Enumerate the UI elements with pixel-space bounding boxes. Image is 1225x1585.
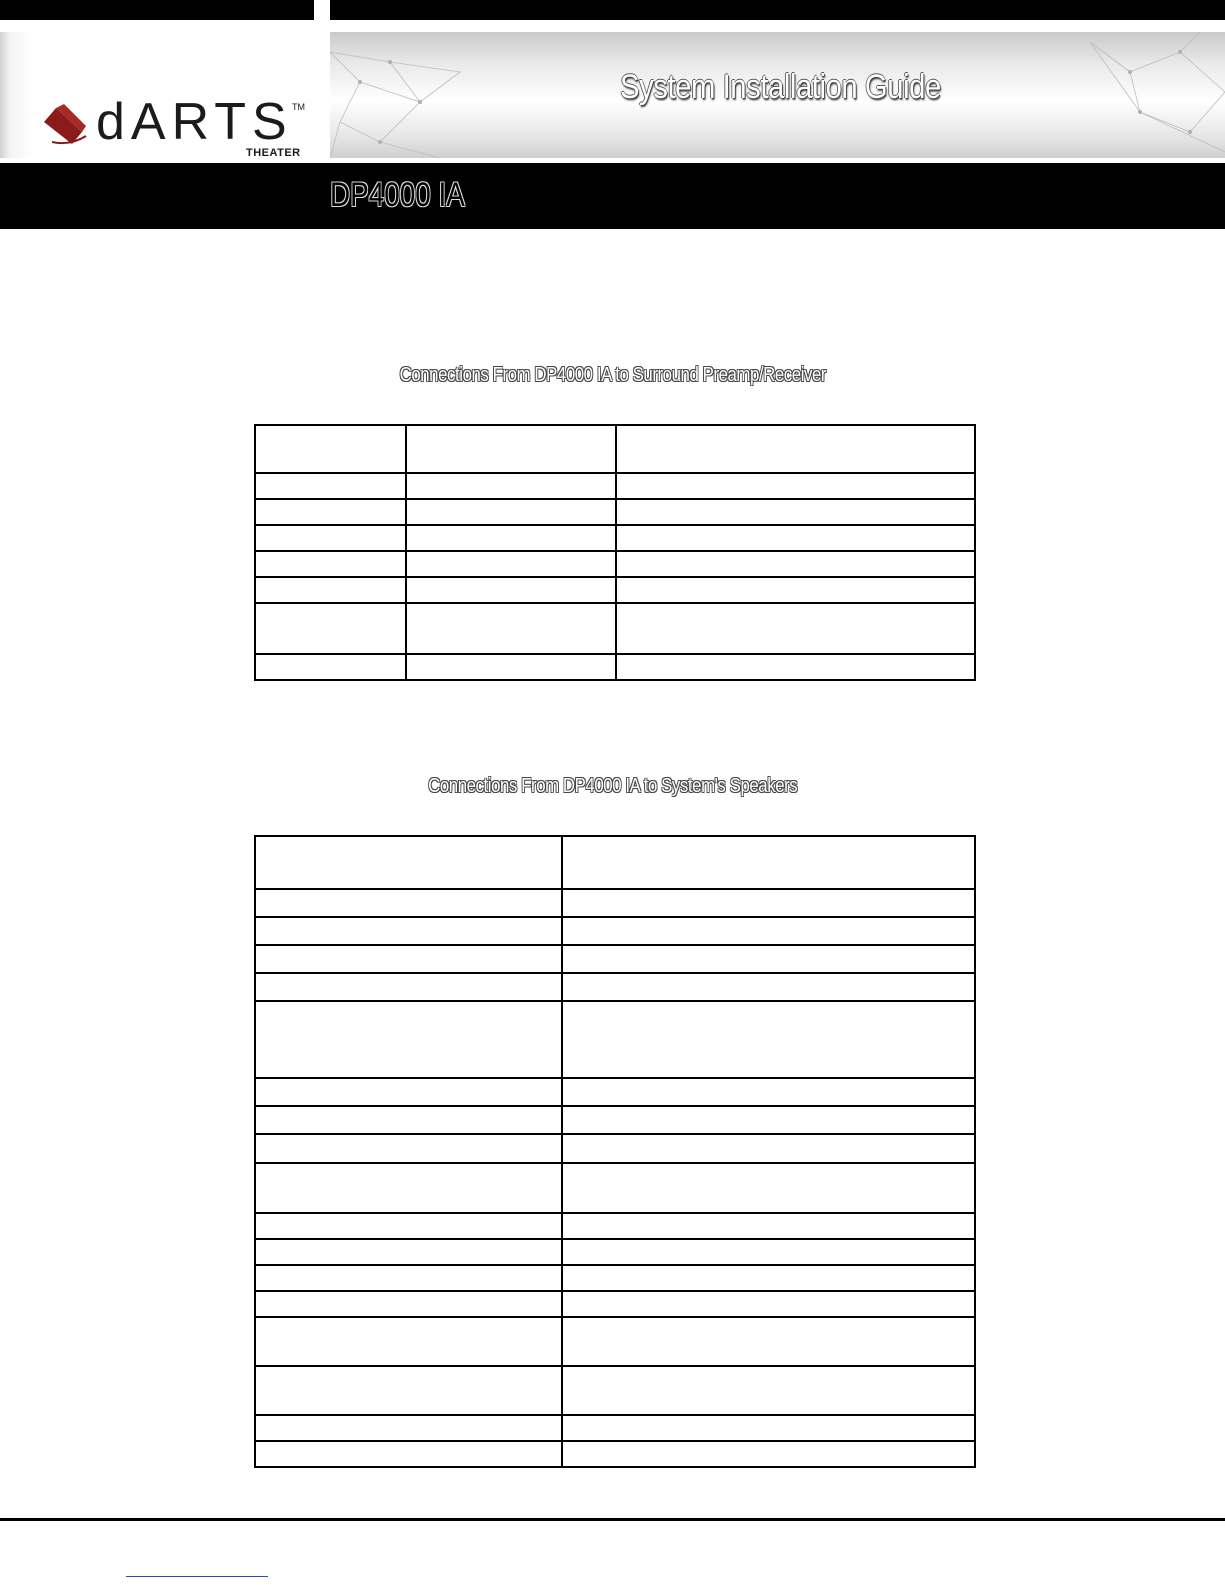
- table-row: [255, 603, 975, 654]
- table-row: [255, 945, 975, 973]
- table-row: [255, 1291, 975, 1317]
- table-row: [255, 1106, 975, 1134]
- table-row: [255, 525, 975, 551]
- table-row: [255, 499, 975, 525]
- brand-subtitle: THEATER: [246, 147, 301, 159]
- title-banner: [330, 32, 1225, 158]
- table-row: [255, 473, 975, 499]
- table-row: [255, 1134, 975, 1163]
- table-row: [255, 917, 975, 945]
- model-bar: [0, 163, 1225, 229]
- footer-link-underline[interactable]: [126, 1576, 268, 1577]
- section-heading-speakers: [0, 775, 1225, 798]
- table-row: [255, 1366, 975, 1415]
- logo-panel: [0, 32, 326, 158]
- section-heading-preamp: [0, 364, 1225, 387]
- table-row: [255, 1078, 975, 1106]
- section-heading-preamp-text: Connections From DP4000 IA to Surround Preamp/Receiver: [399, 364, 826, 386]
- model-name: DP4000 IA: [330, 176, 465, 214]
- top-bar-right: [330, 0, 1225, 20]
- darts-logo-icon: [42, 102, 88, 148]
- table-row: [255, 1415, 975, 1441]
- brand-trademark: TM: [292, 102, 305, 112]
- section-heading-speakers-text: Connections From DP4000 IA to System's Speakers: [427, 775, 798, 797]
- preamp-connections-table: [254, 424, 976, 681]
- table-row: [255, 1001, 975, 1078]
- table-header-row: [255, 836, 975, 889]
- table-row: [255, 1213, 975, 1239]
- table-row: [255, 1265, 975, 1291]
- table-row: [255, 973, 975, 1001]
- footer-rule: [0, 1518, 1225, 1521]
- table-row: [255, 1317, 975, 1366]
- table-row: [255, 889, 975, 917]
- table-row: [255, 1441, 975, 1467]
- guide-title: System Installation Guide: [620, 68, 941, 106]
- table-header-row: [255, 1163, 975, 1213]
- table-row: [255, 654, 975, 680]
- speaker-connections-table: [254, 835, 976, 1468]
- top-bar-left: [0, 0, 314, 20]
- brand-wordmark: dARTS: [96, 93, 293, 151]
- table-row: [255, 1239, 975, 1265]
- table-row: [255, 577, 975, 603]
- table-header-row: [255, 425, 975, 473]
- table-row: [255, 551, 975, 577]
